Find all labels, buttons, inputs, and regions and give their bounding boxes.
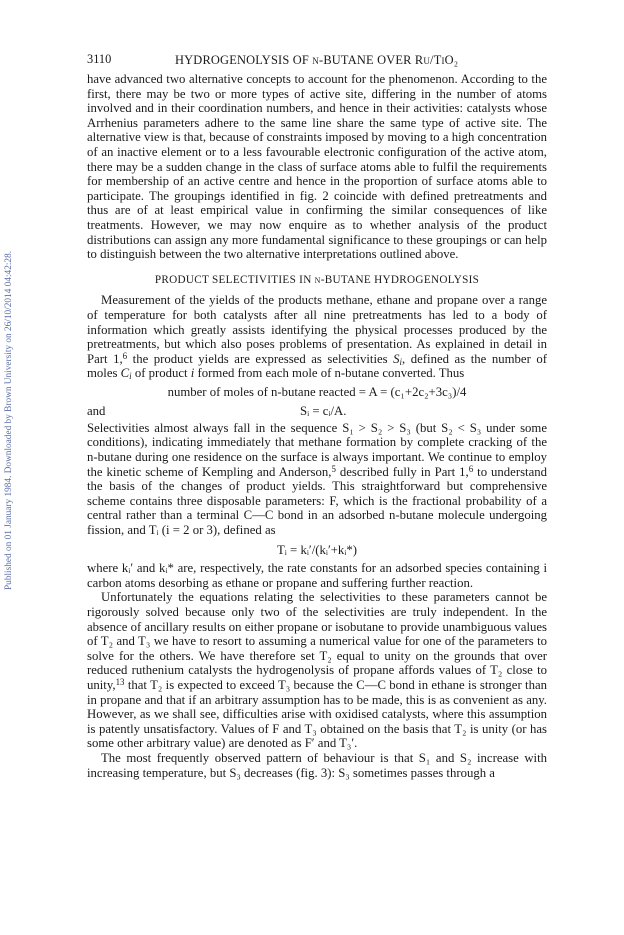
page-header — [87, 52, 547, 70]
running-title: HYDROGENOLYSIS OF n-BUTANE OVER Ru/TiO₂ — [175, 53, 459, 67]
p3-text-c: to understand the basis of the changes of product yields. This straightforward but comprehensive scheme contains three disposable parameters: F, which is the fractional probability of a central rather than a terminal C—C bond in an adsorbed n-butane molecule undergoing fission, and Tᵢ (i = 2 or 3), defined as — [87, 464, 547, 538]
p2-text-b: the product yields are expressed as selectivities — [127, 351, 394, 366]
paragraph-unfortunately — [87, 590, 547, 751]
equation-selectivity: Sᵢ = cᵢ/A. — [300, 403, 347, 418]
symbol-s-i: $S_i$ — [393, 351, 403, 367]
reference-13: 13 — [115, 676, 125, 687]
paragraph-most-frequent: The most frequently observed pattern of behaviour is that S₁ and S₂ increase with increasing temperature, but S₃ decreases (fig. 3): S₃ sometimes passes through a — [87, 750, 547, 780]
page-number: 3110 — [87, 52, 112, 66]
download-watermark-text: Published on 01 January 1984. Downloaded by Brown University on 26/10/2014 04:42:28. — [4, 250, 14, 590]
equation-2-line — [87, 404, 547, 419]
equation-1-line — [87, 385, 547, 400]
p2-text-d: of product — [131, 366, 191, 381]
symbol-i: i — [190, 366, 195, 381]
article-body — [87, 72, 547, 780]
section-heading: PRODUCT SELECTIVITIES IN n-BUTANE HYDROGENOLYSIS — [154, 273, 480, 286]
reference-5: 5 — [331, 463, 336, 474]
symbol-c-i: $C_i$ — [120, 366, 132, 382]
p5-text-b: that T₂ is expected to exceed T₃ because the C—C bond in ethane is stronger than in propane and that if an arbitrary assumption has to be made, this is as convenient as any. However, as we shall see, difficulties arise with oxidised catalysts, where this assumption is patently unsatisfactory. Values of F and T₃ obtained on the basis that T₂ is unity (or has some other arbitrary value) are denoted as F′ and T₃′. — [87, 677, 547, 751]
and-label: and — [87, 403, 106, 418]
reference-6: 6 — [122, 350, 128, 361]
p3-text-a: Selectivities almost always fall in the sequence S₁ > S₂ > S₃ (but S₂ < S₃ under some conditions), indicating immediately that methane formation by complete cracking of the n-butane during one residence on the surface is always important. We continue to employ the kinetic scheme of Kempling and Anderson, — [87, 420, 547, 479]
p2-text-a: Measurement of the yields of the products methane, ethane and propane over a range of temperature for both catalysts after all nine pretreatments has led to a body of information which greatly assists identifying the physical processes produced by the pretreatments, but which also poses problems of presentation. As explained in detail in Part 1, — [87, 293, 547, 366]
equation-t-i: Tᵢ = kᵢ′/(kᵢ′+kᵢ*) — [277, 542, 357, 557]
p5-text-a: Unfortunately the equations relating the selectivities to these parameters cannot be rigorously solved because only two of the selectivities are truly independent. In the absence of ancillary results on either propane or isobutane to provide unambiguous values of T₂ and T₃ we have to resort to assuming a numerical value for one of the parameters to solve for the others. We have therefore set T₂ equal to unity on the grounds that over reduced ruthenium catalysts the hydrogenolysis of propane affords values of T₂ close to unity, — [87, 590, 547, 692]
p3-text-b: described fully in Part 1, — [335, 464, 469, 479]
paragraph-continuation: have advanced two alternative concepts to account for the phenomenon. According to the first, there may be two or more types of active site, differing in the number of atoms involved and in their coordination numbers, and hence in their activities: catalysts whose Arrhenius parameters adhere to the same line share the same type of active site. The alternative view is that, because of constraints imposed by moving to a high concentration of an inactive element or to a less favourable electronic configuration of the active atom, there may be a sudden change in the class of surface atoms able to fulfil the requirements for membership of an active centre and hence in the proportion of surface atoms able to participate. The groupings identified in fig. 2 coincide with defined pretreatments and thus are of at least empirical value in confirming the similar consequences of like treatments. However, we may now enquire as to whether analysis of the product distributions can assign any more fundamental significance to these groupings or can help to distinguish between the two alternative interpretations outlined above. — [87, 72, 547, 262]
paragraph-measurement — [87, 293, 547, 381]
reference-6b: 6 — [468, 463, 474, 474]
equation-moles-reacted: number of moles of n-butane reacted = A = (c₁+2c₂+3c₃)/4 — [167, 384, 467, 399]
p2-text-e: formed from each mole of n-butane converted. Thus — [194, 366, 465, 381]
paragraph-selectivities — [87, 421, 547, 538]
paragraph-rate-constants: where kᵢ′ and kᵢ* are, respectively, the rate constants for an adsorbed species containing i carbon atoms desorbing as ethane or propane and suffering further reaction. — [87, 561, 547, 590]
p2-text-c: , defined as the number of moles — [87, 351, 547, 381]
